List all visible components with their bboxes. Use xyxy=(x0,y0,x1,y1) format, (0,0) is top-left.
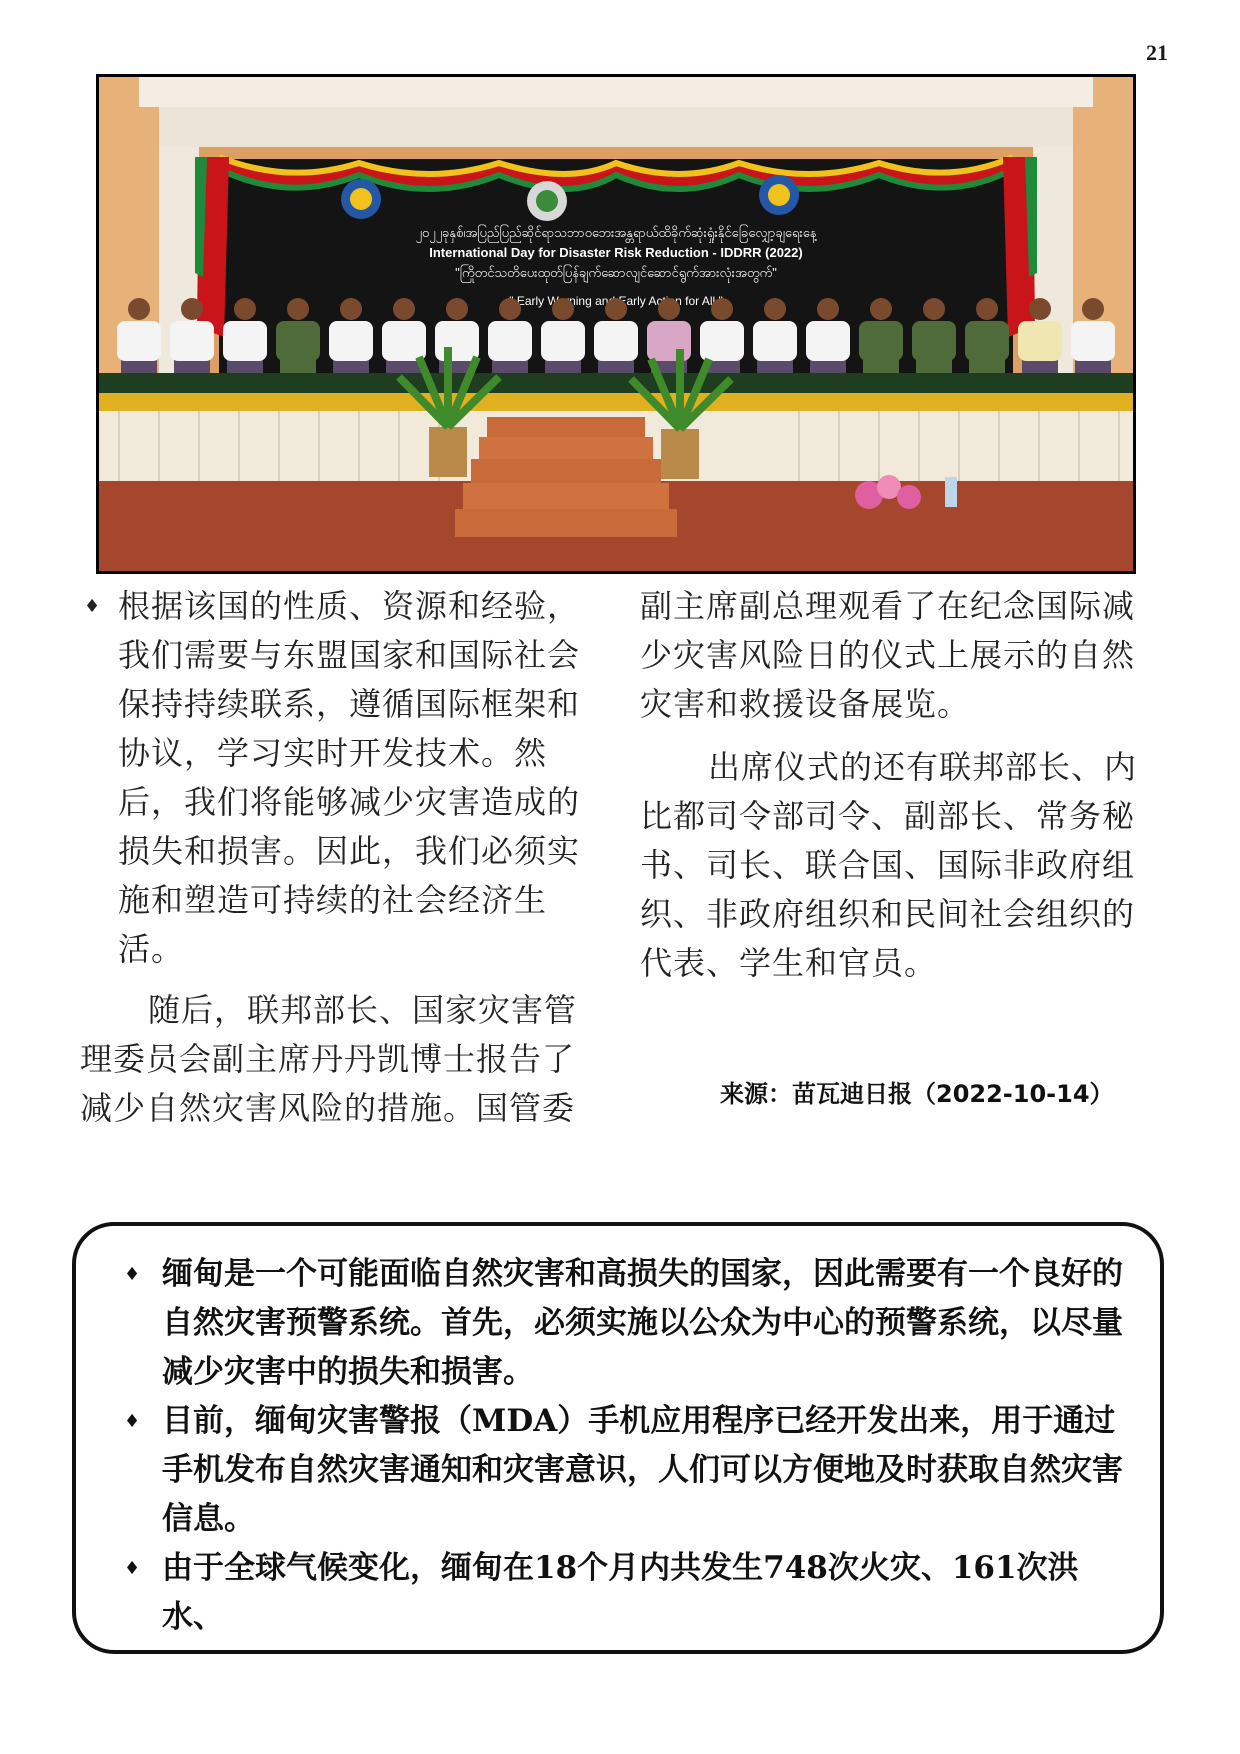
bullet-diamond-icon: ♦ xyxy=(124,1264,141,1285)
page-number: 21 xyxy=(1146,40,1168,65)
summary-item xyxy=(124,1250,1132,1397)
svg-text:" Early Warning and Early Acti: Early and Early for All xyxy=(516,294,716,308)
left-bullet-text: 根据该国的性质、资源和经验，我们需要与东盟国家和国际社会保持持续联系，遵循国际框架和协议，学习实时开发技术。然后，我们将能够减少灾害造成的损失和损害。因此，我们必须实施和塑造可持续的社会经济生活。 xyxy=(118,587,581,968)
right-column xyxy=(640,582,1160,988)
summary-item-text: 由于全球气候变化，缅甸在18个月内共发生748次火灾、161次洪水、 xyxy=(162,1550,1079,1635)
svg-text:"ကြိုတင်သတိပေးထုတ်ပြန်ချက်ဆောလ: "ကြိုတင်သတိပေးထုတ်ပြန်ချက်ဆောလျင်ဆောင်ရွက်အားလုံးအတွက်" xyxy=(455,265,777,280)
bullet-diamond-icon: ♦ xyxy=(84,596,102,617)
bullet-diamond-icon: ♦ xyxy=(124,1411,141,1432)
right-paragraph-2: 出席仪式的还有联邦部长、内比都司令部司令、副部长、常务秘书、司长、联合国、国际非政府组织、非政府组织和民间社会组织的代表、学生和官员。 xyxy=(640,748,1138,982)
summary-item xyxy=(124,1397,1132,1544)
left-column xyxy=(80,582,600,1133)
summary-box xyxy=(72,1222,1164,1654)
summary-item-text: 目前，缅甸灾害警报（MDA）手机应用程序已经开发出来，用于通过手机发布自然灾害通知和灾害意识，人们可以方便地及时获取自然灾害信息。 xyxy=(162,1403,1123,1537)
summary-item xyxy=(124,1544,1132,1642)
ceremony-photo xyxy=(96,74,1136,574)
bullet-diamond-icon: ♦ xyxy=(124,1558,141,1579)
summary-item-text: 缅甸是一个可能面临自然灾害和高损失的国家，因此需要有一个良好的自然灾害预警系统。首先，必须实施以公众为中心的预警系统，以尽量减少灾害中的损失和损害。 xyxy=(162,1256,1123,1390)
left-paragraph: 随后，联邦部长、国家灾害管理委员会副主席丹丹凯博士报告了减少自然灾害风险的措施。国管委 xyxy=(80,991,578,1127)
source-citation: 来源：苗瓦迪日报（2022-10-14） xyxy=(720,1080,1114,1108)
left-bullet-item xyxy=(80,582,600,974)
svg-text:International Day for Disaster: International Day for Disaster Risk Reduction - IDDRR (2022) xyxy=(429,245,803,260)
svg-text:၂၀၂၂ခုနှစ်၊အပြည်ပြည်ဆိုင်ရာသဘာ: ၂၀၂၂ခုနှစ်၊အပြည်ပြည်ဆိုင်ရာသဘာဝဘေးအန္တရာယ်ထိခိုက်ဆုံးရှုံးနိုင်ခြေလျှော့ချရေးနေ့ xyxy=(415,225,817,240)
right-paragraph-1: 副主席副总理观看了在纪念国际减少灾害风险日的仪式上展示的自然灾害和救援设备展览。 xyxy=(640,587,1136,723)
